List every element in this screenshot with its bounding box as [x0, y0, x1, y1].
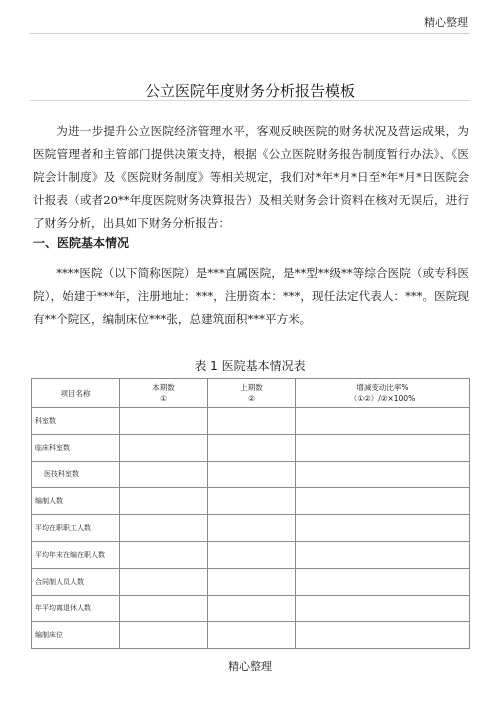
table-row — [32, 461, 470, 488]
cell-previous — [208, 408, 296, 435]
cell-previous — [208, 488, 296, 515]
cell-current — [120, 434, 208, 461]
row-label: 合同制人员人数 — [32, 568, 120, 595]
header-change-sub: （①②）/②×100% — [349, 394, 416, 403]
cell-current — [120, 568, 208, 595]
header-note: 精心整理 — [424, 16, 468, 29]
title-divider — [30, 100, 470, 101]
document-title: 公立医院年度财务分析报告模板 — [144, 82, 355, 100]
table-row — [32, 408, 470, 435]
header-current-period — [120, 379, 208, 408]
header-change-ratio — [296, 379, 470, 408]
row-label: 编制人数 — [32, 488, 120, 515]
cell-previous — [208, 541, 296, 568]
row-label: 平均年末在编在职人数 — [32, 541, 120, 568]
cell-current — [120, 461, 208, 488]
footer-note: 精心整理 — [228, 660, 272, 673]
cell-change — [296, 461, 470, 488]
cell-change — [296, 622, 470, 649]
cell-previous — [208, 515, 296, 542]
cell-change — [296, 595, 470, 622]
table-header-row — [32, 379, 470, 408]
table-row — [32, 595, 470, 622]
cell-current — [120, 595, 208, 622]
cell-change — [296, 408, 470, 435]
cell-current — [120, 622, 208, 649]
cell-current — [120, 515, 208, 542]
cell-change — [296, 434, 470, 461]
table-row — [32, 515, 470, 542]
row-label: 年平均离退休人数 — [32, 595, 120, 622]
section-heading-basic-info: 一、医院基本情况 — [33, 236, 130, 250]
table-row — [32, 488, 470, 515]
cell-change — [296, 515, 470, 542]
header-change-label: 增减变动比率% — [356, 383, 409, 392]
cell-previous — [208, 434, 296, 461]
header-item-name — [32, 379, 120, 408]
cell-previous — [208, 568, 296, 595]
row-label: 编制床位 — [32, 622, 120, 649]
table-row — [32, 622, 470, 649]
header-previous-period — [208, 379, 296, 408]
header-previous-sub: ② — [248, 394, 255, 403]
row-label: 医技科室数 — [32, 461, 120, 488]
cell-current — [120, 408, 208, 435]
cell-change — [296, 568, 470, 595]
cell-current — [120, 541, 208, 568]
header-current-sub: ① — [160, 394, 167, 403]
cell-change — [296, 488, 470, 515]
header-previous-label: 上期数 — [240, 383, 263, 392]
cell-previous — [208, 595, 296, 622]
table-row — [32, 568, 470, 595]
header-current-label: 本期数 — [152, 383, 175, 392]
header-divider — [30, 33, 470, 34]
table-caption: 表 1 医院基本情况表 — [194, 359, 306, 373]
row-label: 临床科室数 — [32, 434, 120, 461]
table-row — [32, 541, 470, 568]
header-item-label: 项目名称 — [60, 388, 91, 398]
table-row — [32, 434, 470, 461]
hospital-basic-info-table — [31, 378, 470, 649]
row-label: 平均在职职工人数 — [32, 515, 120, 542]
cell-current — [120, 488, 208, 515]
row-label: 科室数 — [32, 408, 120, 435]
cell-previous — [208, 622, 296, 649]
cell-change — [296, 541, 470, 568]
basic-info-paragraph: ****医院（以下简称医院）是***直属医院，是**型**级**等综合医院（或专科医院），始建于***年，注册地址：***，注册资本：***，现任法定代表人：***。医院现有**个院区，编制床位***张，总建筑面积***平方米。 — [33, 266, 469, 326]
intro-paragraph: 为进一步提升公立医院经济管理水平，客观反映医院的财务状况及营运成果，为医院管理者和主管部门提供决策支持，根据《公立医院财务报告制度暂行办法》、《医院会计制度》及《医院财务制度》等相关规定，我们对*年*月*日至*年*月*日医院会计报表（或者20**年度医院财务决算报告）及相关财务会计资料在核对无误后，进行了财务分析，出具如下财务分析报告： — [33, 124, 469, 230]
cell-previous — [208, 461, 296, 488]
